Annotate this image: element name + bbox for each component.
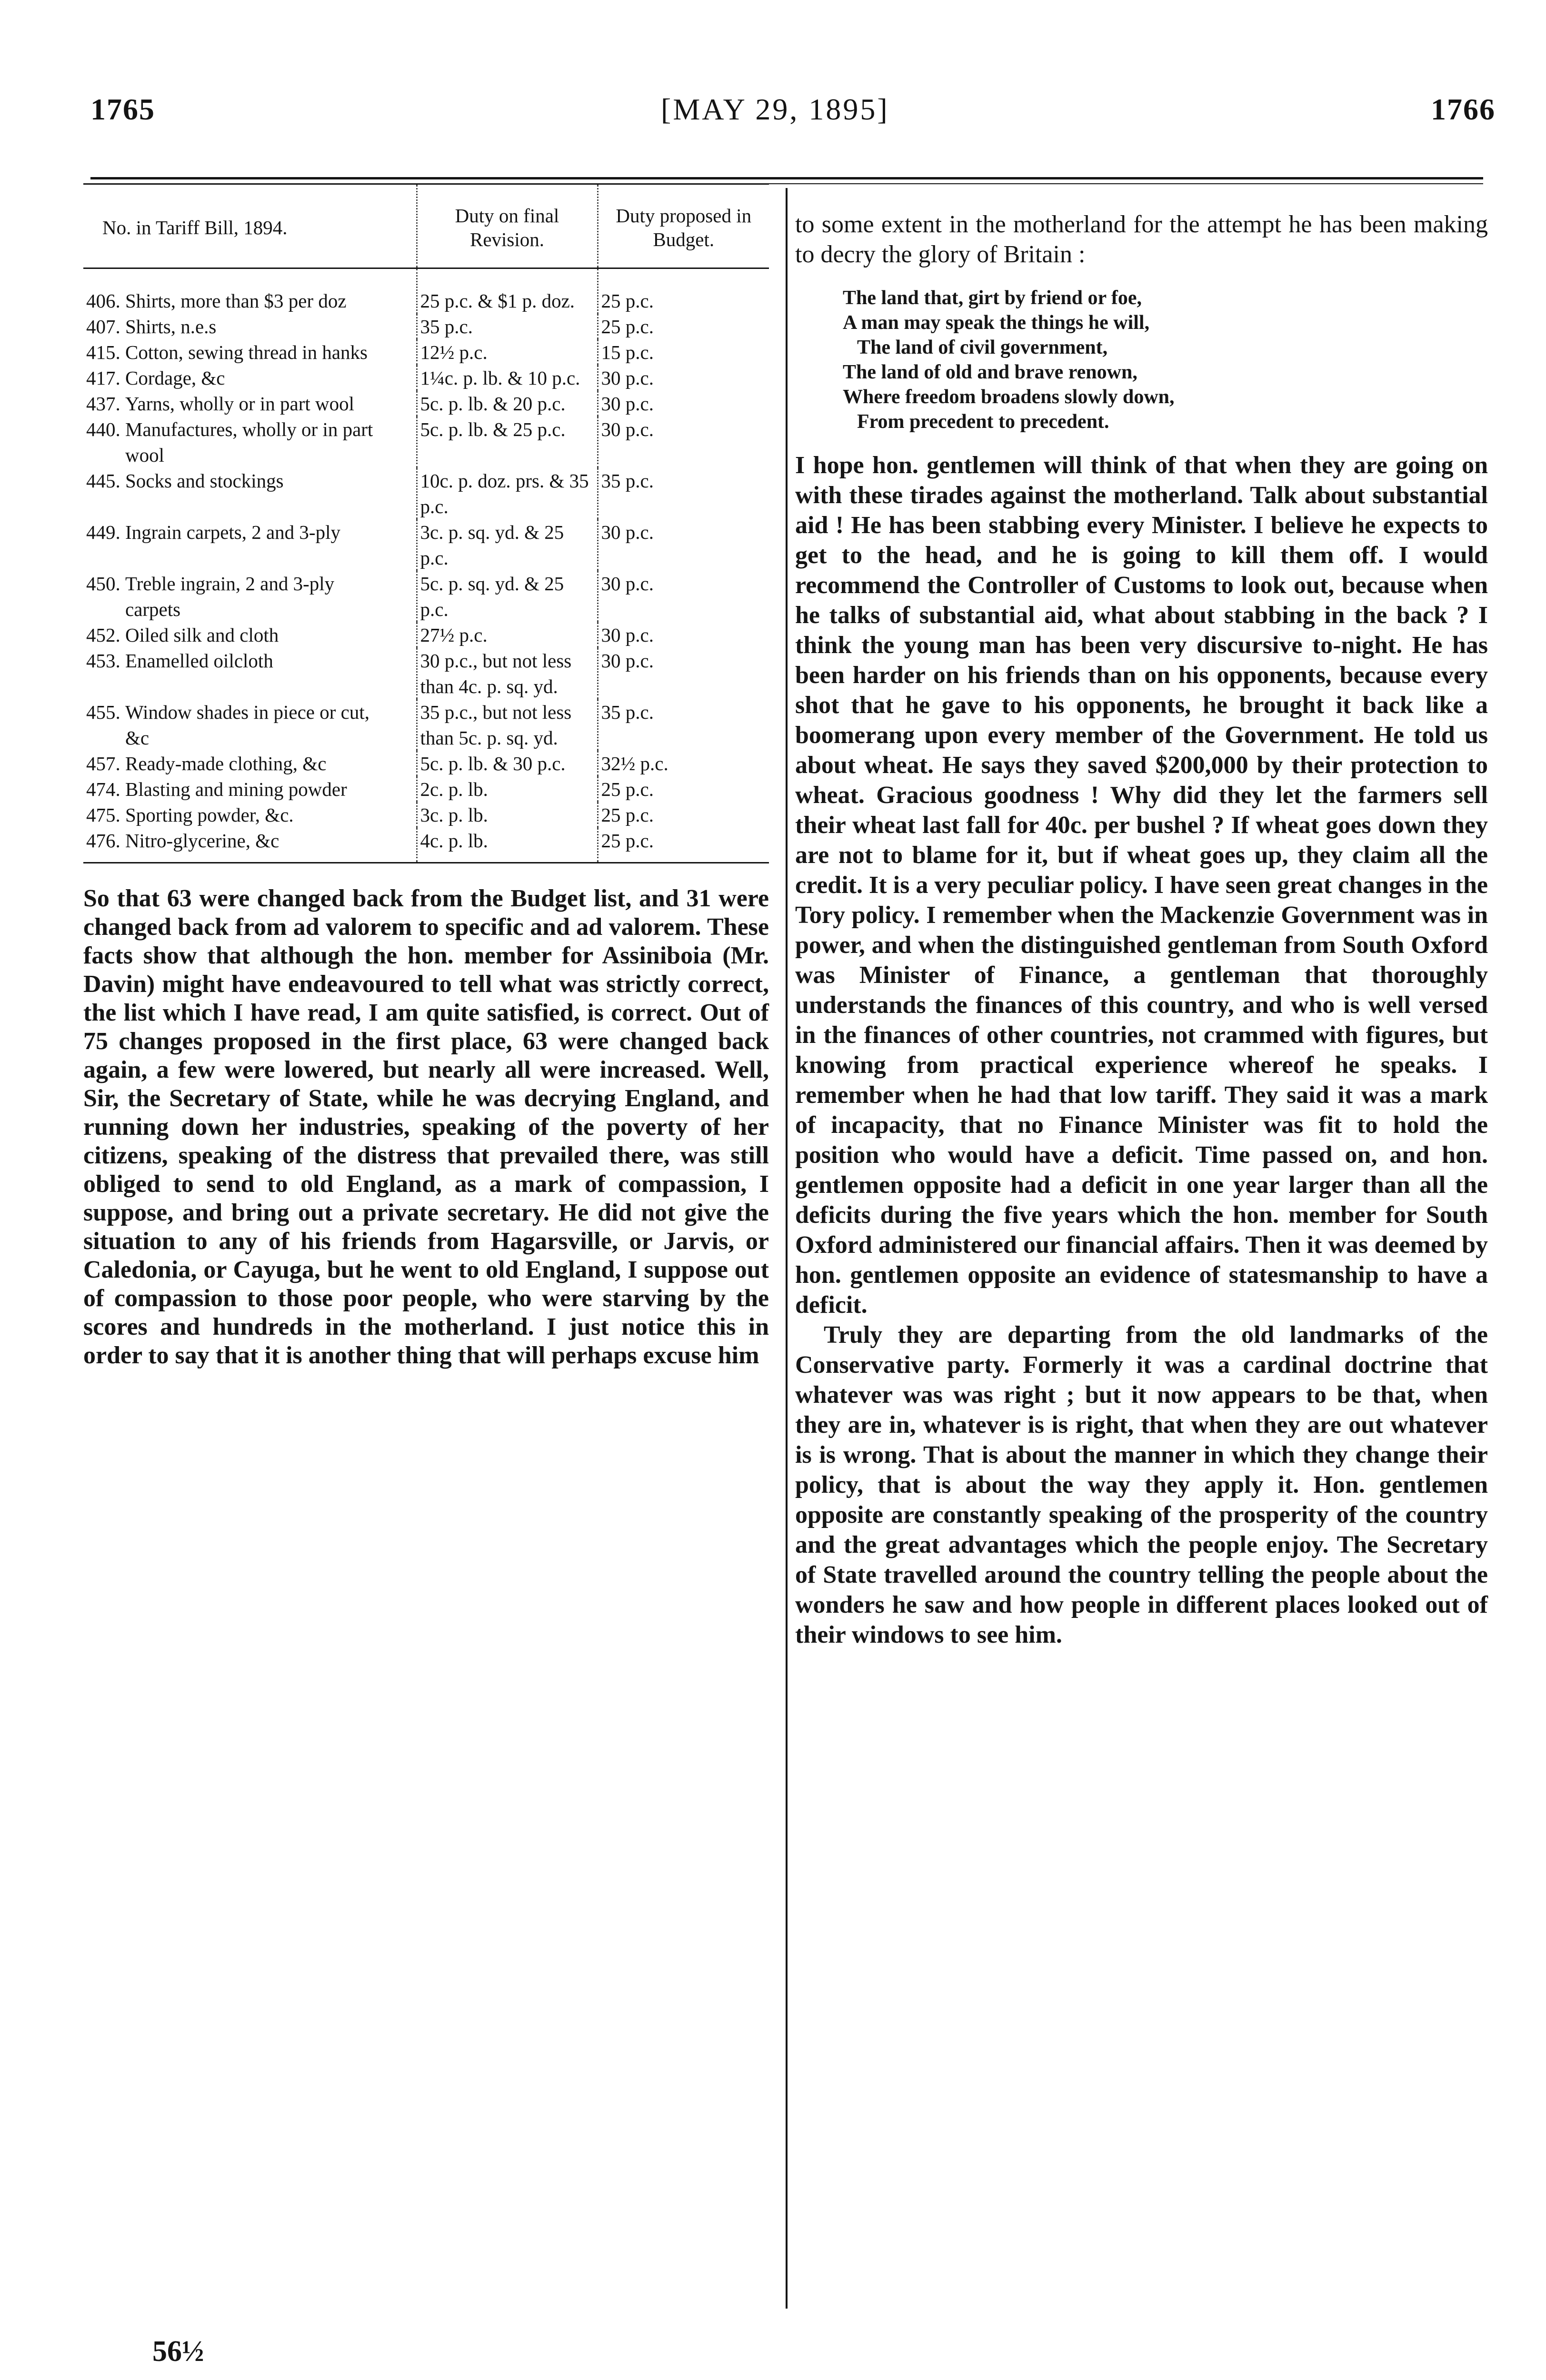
tariff-number: 407. [86, 316, 120, 337]
tariff-item: Manufactures, wholly or in part wool [125, 418, 373, 466]
header-rule-thick [90, 177, 1483, 179]
table-row [83, 468, 769, 519]
right-body-text [795, 209, 1488, 1650]
proposed-duty-cell: 32½ p.c. [598, 751, 769, 776]
table-row [83, 802, 769, 828]
tariff-number: 449. [86, 521, 120, 543]
final-duty-cell: 3c. p. lb. [417, 802, 598, 828]
proposed-duty-cell: 15 p.c. [598, 339, 769, 365]
table-row [83, 751, 769, 776]
tariff-number: 476. [86, 830, 120, 852]
column-header-tariff-no: No. in Tariff Bill, 1894. [83, 184, 417, 268]
proposed-duty-cell: 25 p.c. [598, 828, 769, 863]
final-duty-cell: 5c. p. lb. & 25 p.c. [417, 416, 598, 468]
tariff-item: Nitro-glycerine, &c [125, 830, 279, 852]
final-duty-cell: 5c. p. lb. & 20 p.c. [417, 391, 598, 416]
tariff-table [83, 183, 769, 863]
proposed-duty-cell: 30 p.c. [598, 391, 769, 416]
tariff-item-cell [83, 622, 417, 648]
table-row [83, 648, 769, 699]
proposed-duty-cell: 30 p.c. [598, 622, 769, 648]
tariff-number: 445. [86, 470, 120, 492]
tariff-item: Window shades in piece or cut, &c [125, 701, 369, 749]
proposed-duty-cell: 25 p.c. [598, 776, 769, 802]
final-duty-cell: 1¼c. p. lb. & 10 p.c. [417, 365, 598, 391]
tariff-item: Cordage, &c [125, 367, 225, 389]
left-body-text [83, 884, 769, 1370]
final-duty-cell: 5c. p. lb. & 30 p.c. [417, 751, 598, 776]
proposed-duty-cell: 35 p.c. [598, 468, 769, 519]
table-row [83, 571, 769, 622]
column-header-proposed-duty: Duty proposed in Budget. [598, 184, 769, 268]
tariff-number: 437. [86, 393, 120, 415]
tariff-item: Ready-made clothing, &c [125, 753, 327, 774]
paragraph: I hope hon. gentlemen will think of that when they are going on with these tirades against the motherland. Talk about substantial aid ! He has been stabbing every Minister. I believe he expects to get to the head, and he is going to kill them off. I would recommend the Controller of Customs to look out, because when he talks of substantial aid, what about stabbing in the back ? I think the young man has been very discursive to-night. He has been harder on his friends than on his opponents, because every shot that he gave to his opponents, he brought it back like a boomerang upon every member of the Government. He told us about wheat. He says they saved $200,000 by their protection to wheat. Gracious goodness ! Why did they let the farmers sell their wheat last fall for 40c. per bushel ? If wheat goes down they are not to blame for it, but if wheat goes up, they claim all the credit. It is a very peculiar policy. I have seen great changes in the Tory policy. I remember when the Mackenzie Government was in power, and when the distinguished gentleman from South Oxford was Minister of Finance, a gentleman that thoroughly understands the finances of this country, and who is well versed in the finances of other countries, not crammed with figures, but knowing from practical experience whereof he speaks. I remember when he had that low tariff. They said it was a mark of incapacity, that no Finance Minister was fit to hold the position who would have a deficit. Time passed on, and hon. gentlemen opposite had a deficit in one year larger than all the deficits during the five years which the hon. member for South Oxford administered our financial affairs. Then it was deemed by hon. gentlemen opposite an evidence of statesmanship to have a deficit. [795, 452, 1488, 1319]
verse-line: The land that, girt by friend or foe, [843, 287, 1142, 309]
tariff-number: 440. [86, 418, 120, 440]
table-row [83, 699, 769, 751]
final-duty-cell: 5c. p. sq. yd. & 25 p.c. [417, 571, 598, 622]
verse-line: The land of civil government, [857, 337, 1108, 358]
signature-mark: 56½ [152, 2335, 204, 2368]
table-row [83, 828, 769, 863]
tariff-item: Shirts, more than $3 per doz [125, 290, 347, 312]
tariff-number: 475. [86, 804, 120, 826]
tariff-item: Oiled silk and cloth [125, 624, 279, 646]
table-row [83, 416, 769, 468]
table-row [83, 268, 769, 314]
tariff-number: 417. [86, 367, 120, 389]
tariff-item: Sporting powder, &c. [125, 804, 294, 826]
table-row [83, 339, 769, 365]
tariff-item-cell [83, 802, 417, 828]
final-duty-cell: 25 p.c. & $1 p. doz. [417, 268, 598, 314]
paragraph: Truly they are departing from the old landmarks of the Conservative party. Formerly it was a cardinal doctrine that whatever was was right ; but it now appears to be that, when they are in, whatever is is right, that when they are out whatever is is wrong. That is about the manner in which they change their policy, that is about the way they apply it. Hon. gentlemen opposite are constantly speaking of the prosperity of the country and the great advantages which the people enjoy. The Secretary of State travelled around the country telling the people about the wonders he saw and how people in different places looked out of their windows to see him. [795, 1321, 1488, 1648]
tariff-header-row [83, 184, 769, 268]
tariff-item: Treble ingrain, 2 and 3-ply carpets [125, 573, 335, 620]
column-header-final-duty: Duty on final Revision. [417, 184, 598, 268]
tariff-table-body [83, 268, 769, 863]
tariff-number: 474. [86, 778, 120, 800]
proposed-duty-cell: 35 p.c. [598, 699, 769, 751]
table-row [83, 519, 769, 571]
tariff-item-cell [83, 828, 417, 863]
tariff-item-cell [83, 571, 417, 622]
proposed-duty-cell: 30 p.c. [598, 365, 769, 391]
verse-line: A man may speak the things he will, [843, 312, 1150, 334]
running-header [0, 83, 1546, 136]
final-duty-cell: 27½ p.c. [417, 622, 598, 648]
page-number-left: 1765 [90, 92, 155, 126]
page-number-right: 1766 [1431, 92, 1496, 126]
table-row [83, 776, 769, 802]
date-heading: [MAY 29, 1895] [661, 92, 889, 126]
left-column [83, 183, 769, 1370]
proposed-duty-cell: 30 p.c. [598, 519, 769, 571]
paragraph: So that 63 were changed back from the Budget list, and 31 were changed back from ad valorem to specific and ad valorem. These facts show that although the hon. member for Assiniboia (Mr. Davin) might have endeavoured to tell what was strictly correct, the list which I have read, I am quite satisfied, is correct. Out of 75 changes proposed in the first place, 63 were changed back again, a few were lowered, but nearly all were increased. Well, Sir, the Secretary of State, while he was decrying England, and running down her industries, speaking of the poverty of her citizens, speaking of the distress that prevailed there, was still obliged to send to old England, as a mark of compassion, I suppose, and bring out a private secretary. He did not give the situation to any of his friends from Hagarsville, or Jarvis, or Caledonia, or Cayuga, but he went to old England, I suppose out of compassion to those poor people, who were starving by the scores and hundreds in the motherland. I just notice this in order to say that it is another thing that will perhaps excuse him [83, 885, 769, 1369]
final-duty-cell: 30 p.c., but not less than 4c. p. sq. yd. [417, 648, 598, 699]
tariff-item-cell [83, 391, 417, 416]
tariff-item: Yarns, wholly or in part wool [125, 393, 354, 415]
proposed-duty-cell: 25 p.c. [598, 268, 769, 314]
proposed-duty-cell: 30 p.c. [598, 416, 769, 468]
tariff-number: 406. [86, 290, 120, 312]
tariff-item-cell [83, 365, 417, 391]
table-row [83, 622, 769, 648]
verse-line: The land of old and brave renown, [843, 361, 1137, 383]
tariff-number: 453. [86, 650, 120, 672]
tariff-item-cell [83, 314, 417, 339]
final-duty-cell: 10c. p. doz. prs. & 35 p.c. [417, 468, 598, 519]
table-row [83, 365, 769, 391]
tariff-item-cell [83, 648, 417, 699]
proposed-duty-cell: 25 p.c. [598, 314, 769, 339]
proposed-duty-cell: 30 p.c. [598, 571, 769, 622]
tariff-item-cell [83, 776, 417, 802]
final-duty-cell: 35 p.c. [417, 314, 598, 339]
tariff-item-cell [83, 339, 417, 365]
verse-line: Where freedom broadens slowly down, [843, 386, 1175, 408]
tariff-number: 415. [86, 341, 120, 363]
column-divider [786, 188, 788, 2309]
paragraph-intro: to some extent in the motherland for the attempt he has been making to decry the glory of Britain : [795, 211, 1488, 268]
table-row [83, 314, 769, 339]
tariff-number: 452. [86, 624, 120, 646]
tariff-item: Cotton, sewing thread in hanks [125, 341, 368, 363]
right-column [795, 209, 1488, 1650]
tariff-item-cell [83, 416, 417, 468]
table-row [83, 391, 769, 416]
tariff-item: Shirts, n.e.s [125, 316, 217, 337]
tariff-item-cell [83, 468, 417, 519]
tariff-item: Enamelled oilcloth [125, 650, 273, 672]
final-duty-cell: 12½ p.c. [417, 339, 598, 365]
tariff-item-cell [83, 699, 417, 751]
tariff-item: Socks and stockings [125, 470, 284, 492]
quoted-verse [843, 286, 1488, 434]
final-duty-cell: 4c. p. lb. [417, 828, 598, 863]
proposed-duty-cell: 30 p.c. [598, 648, 769, 699]
final-duty-cell: 35 p.c., but not less than 5c. p. sq. yd. [417, 699, 598, 751]
tariff-item: Ingrain carpets, 2 and 3-ply [125, 521, 340, 543]
tariff-number: 457. [86, 753, 120, 774]
tariff-item-cell [83, 268, 417, 314]
final-duty-cell: 3c. p. sq. yd. & 25 p.c. [417, 519, 598, 571]
verse-line: From precedent to precedent. [857, 411, 1109, 433]
tariff-item-cell [83, 519, 417, 571]
tariff-item-cell [83, 751, 417, 776]
final-duty-cell: 2c. p. lb. [417, 776, 598, 802]
tariff-item: Blasting and mining powder [125, 778, 347, 800]
tariff-number: 450. [86, 573, 120, 595]
tariff-number: 455. [86, 701, 120, 723]
proposed-duty-cell: 25 p.c. [598, 802, 769, 828]
